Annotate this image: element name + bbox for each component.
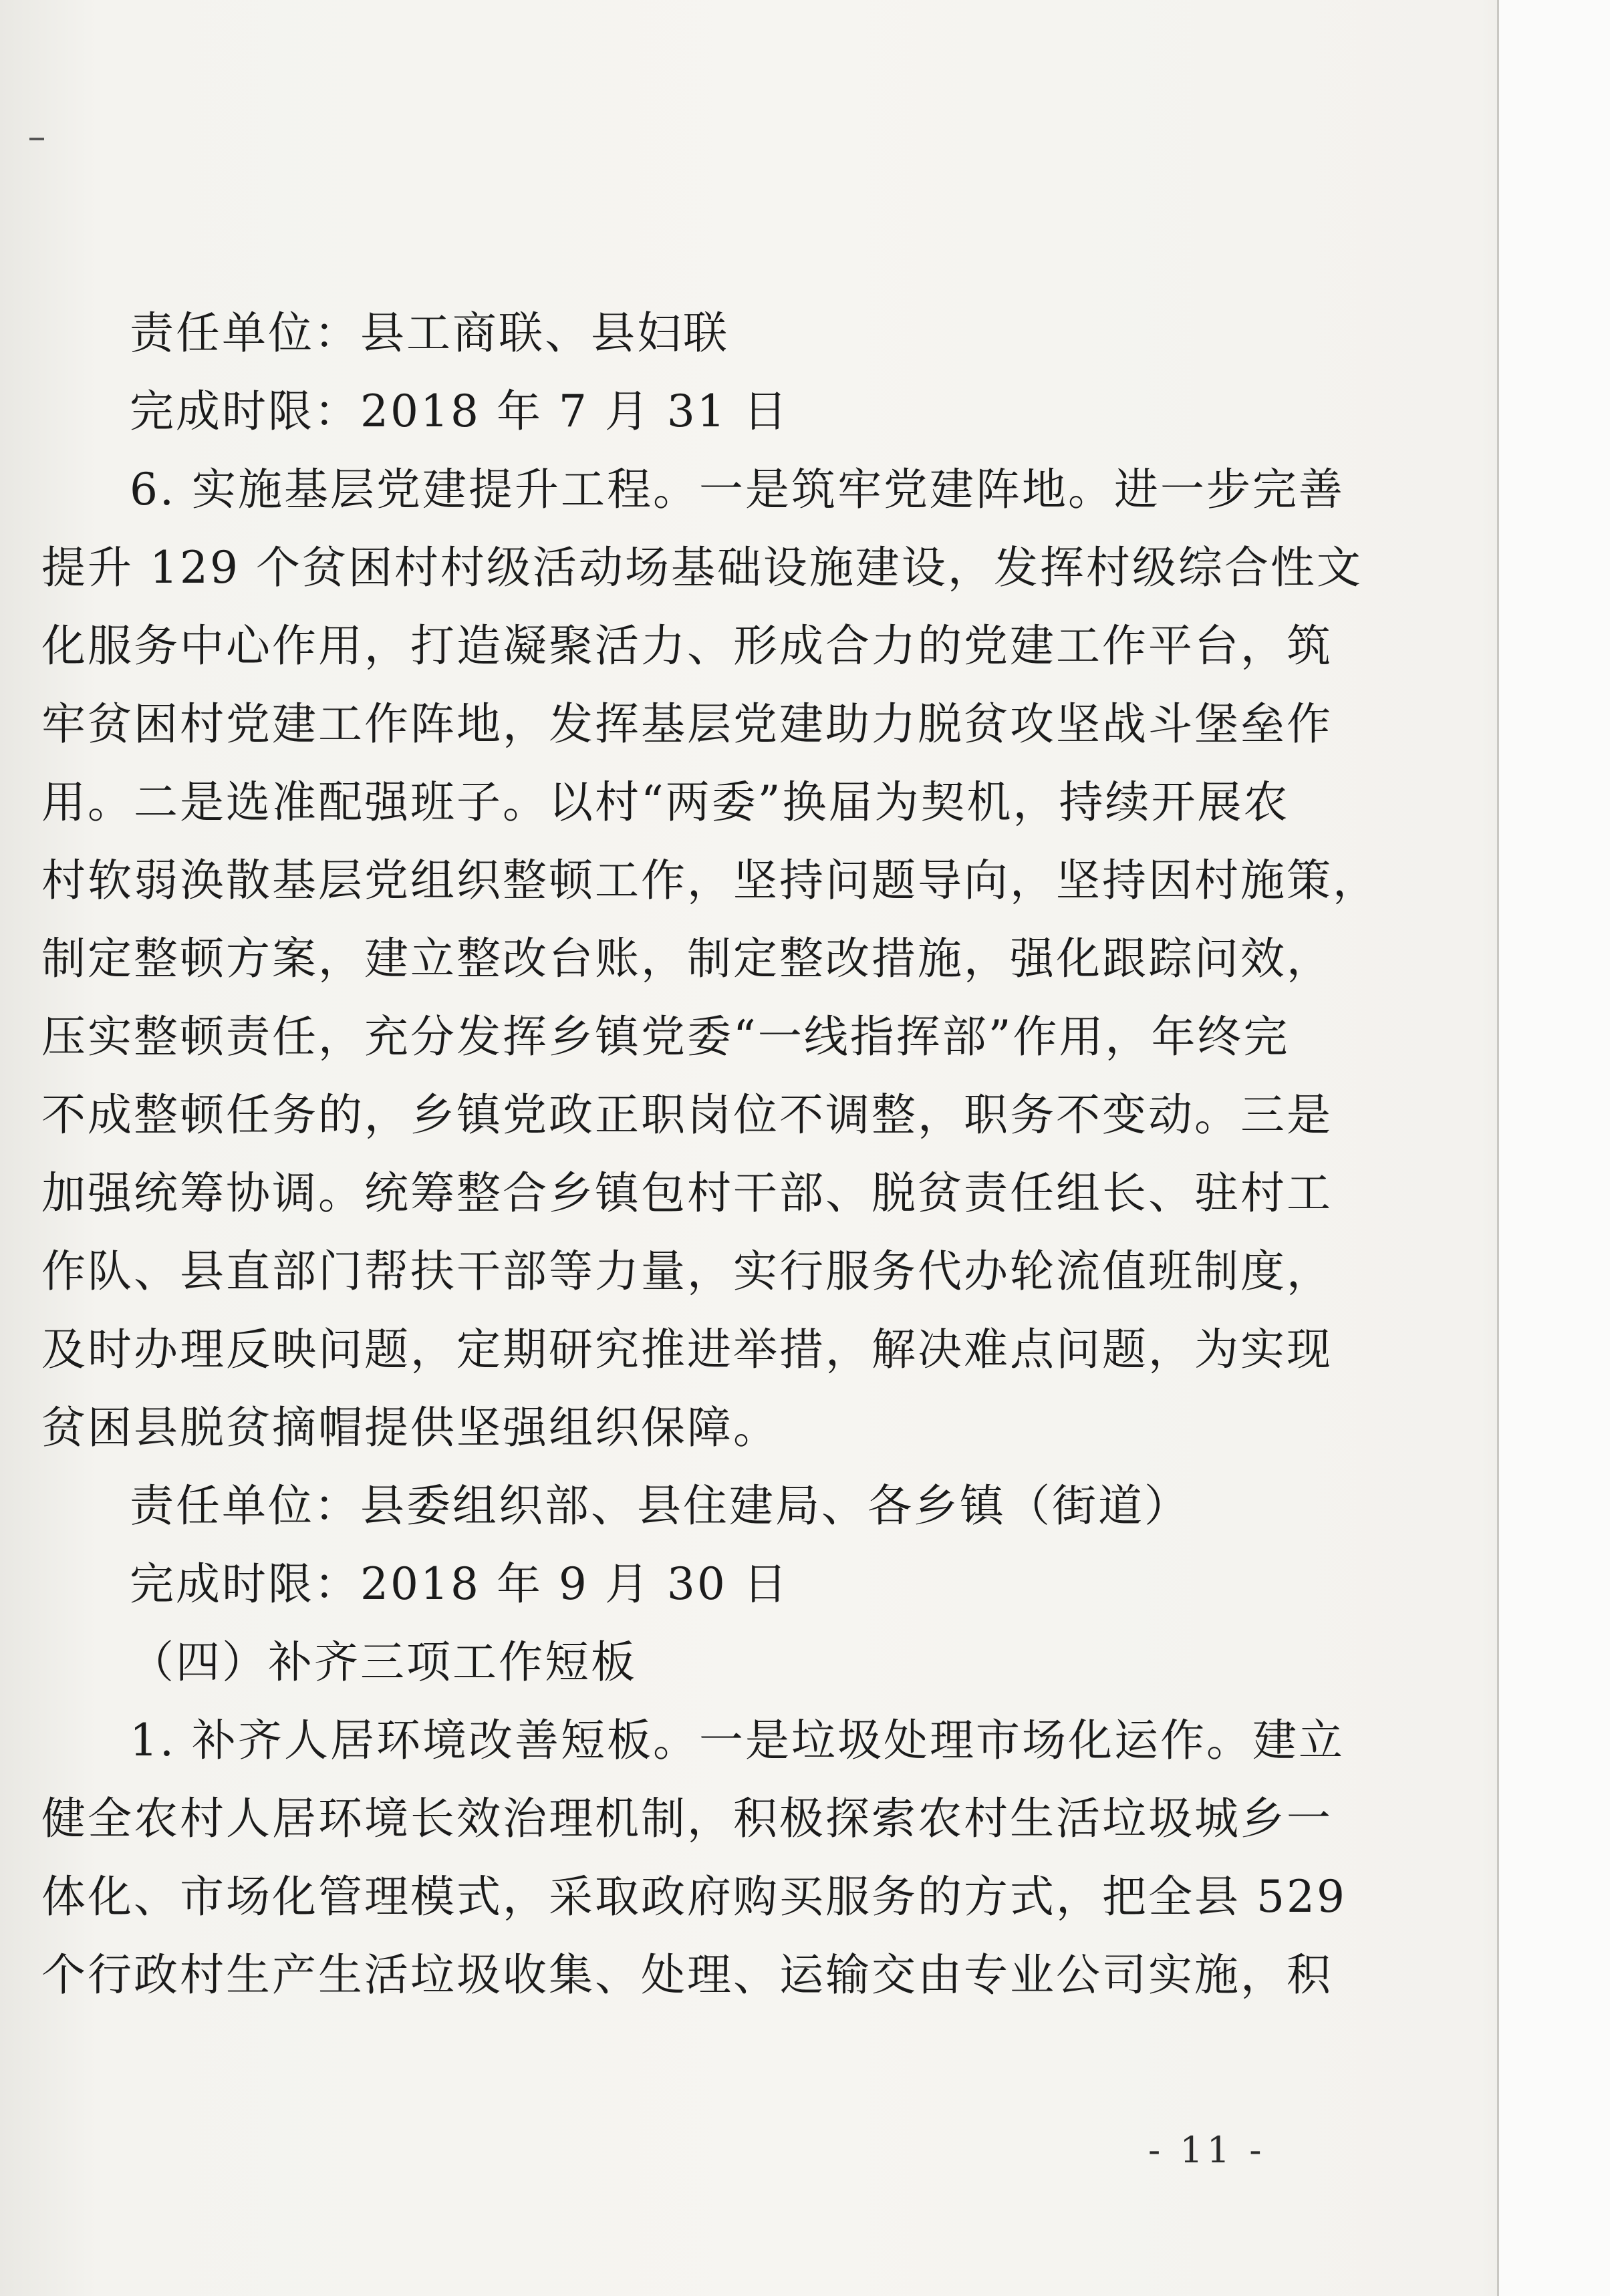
paragraph-line: 个行政村生产生活垃圾收集、处理、运输交由专业公司实施，积 [41, 1949, 1333, 2001]
paragraph-line: 贫困县脱贫摘帽提供坚强组织保障。 [41, 1402, 779, 1453]
deadline-2: 完成时限：2018 年 9 月 30 日 [130, 1558, 789, 1610]
responsible-unit-1: 责任单位：县工商联、县妇联 [130, 307, 729, 359]
document-body [41, 294, 1379, 2014]
page-number: - 11 - [1148, 2129, 1266, 2171]
paragraph-line: 6. 实施基层党建提升工程。一是筑牢党建阵地。进一步完善 [130, 464, 1345, 515]
deadline-1: 完成时限：2018 年 7 月 31 日 [130, 386, 789, 437]
paragraph-line: 1. 补齐人居环境改善短板。一是垃圾处理市场化运作。建立 [130, 1715, 1345, 1766]
paragraph-line: 作队、县直部门帮扶干部等力量，实行服务代办轮流值班制度， [41, 1246, 1333, 1297]
responsible-unit-2: 责任单位：县委组织部、县住建局、各乡镇（街道） [130, 1480, 1190, 1532]
paragraph-line: 及时办理反映问题，定期研究推进举措，解决难点问题，为实现 [41, 1324, 1333, 1375]
paragraph-line: 加强统筹协调。统筹整合乡镇包村干部、脱贫责任组长、驻村工 [41, 1167, 1333, 1219]
page-edge [1499, 0, 1610, 2296]
paragraph-line: 健全农村人居环境长效治理机制，积极探索农村生活垃圾城乡一 [41, 1793, 1333, 1844]
paragraph-line: 压实整顿责任，充分发挥乡镇党委“一线指挥部”作用，年终完 [41, 1011, 1290, 1062]
paragraph-line: 化服务中心作用，打造凝聚活力、形成合力的党建工作平台，筑 [41, 620, 1333, 672]
paragraph-line: 牢贫困村党建工作阵地，发挥基层党建助力脱贫攻坚战斗堡垒作 [41, 698, 1333, 750]
paragraph-line: 村软弱涣散基层党组织整顿工作，坚持问题导向，坚持因村施策， [41, 855, 1379, 906]
paragraph-line: 不成整顿任务的，乡镇党政正职岗位不调整，职务不变动。三是 [41, 1089, 1333, 1141]
paragraph-line: 提升 129 个贫困村村级活动场基础设施建设，发挥村级综合性文 [41, 542, 1363, 593]
paragraph-line: 用。二是选准配强班子。以村“两委”换届为契机，持续开展农 [41, 776, 1290, 828]
paragraph-line: 制定整顿方案，建立整改台账，制定整改措施，强化跟踪问效， [41, 933, 1333, 984]
section-heading: （四）补齐三项工作短板 [130, 1636, 637, 1688]
scan-mark [29, 138, 44, 140]
paragraph-line: 体化、市场化管理模式，采取政府购买服务的方式，把全县 529 [41, 1871, 1347, 1922]
